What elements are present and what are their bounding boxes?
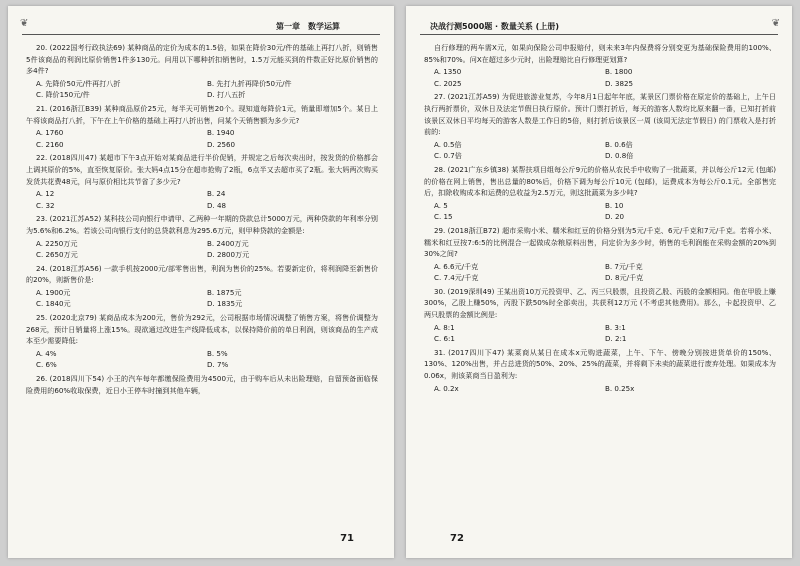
answer-option: D. 0.8倍	[605, 151, 634, 161]
answer-option: B. 2400万元	[207, 238, 249, 248]
answer-option: D. 2800万元	[207, 250, 250, 260]
question-text: 22. (2018四川47) 某超市下午3点开始对某商品进行半价促销，并规定之后每次卖出时，按发货的价格都会上调其原价的5%，直至恢复原价。张大妈4点15分在超市抢购了2瓶，6点半又去超市买了2瓶。张大妈两次购买发货共花费48元，问与原价相比共节省了多少元?	[26, 153, 378, 186]
answer-option: C. 32	[36, 200, 55, 210]
option-list	[26, 238, 378, 261]
answer-option: B. 1800	[605, 67, 633, 77]
option-list	[26, 78, 378, 101]
answer-option: B. 5%	[207, 348, 228, 358]
decorative-ornament-icon: ❦	[20, 18, 29, 29]
answer-option: C. 7.4元/千克	[434, 273, 479, 283]
option-list	[26, 348, 378, 371]
answer-option: D. 3825	[605, 78, 634, 88]
answer-option: B. 7元/千克	[605, 261, 643, 271]
question-text: 25. (2020北京79) 某商品成本为200元，售价为292元，公司根据市场情况调整了销售方案，将售价调整为268元，预计日销量将上涨15%。现欲通过改进生产线降低成本，以保持降价前的单日利润，则该商品的生产成本至少需要降低:	[26, 313, 378, 346]
question-text: 28. (2021广东乡镇38) 某帮扶项目组每公斤9元的价格从农民手中收购了一批蔬菜，并以每公斤12元 (包邮) 的价格在网上销售，售出总量的80%后，价格下调为每公斤10元 (包邮)，运费成本为每公斤0.1元。全部售完后，扣除收购成本和运费的总收益为2.5万元，则这批蔬菜为多少吨?	[424, 164, 776, 198]
answer-option: B. 3:1	[605, 322, 626, 332]
option-list	[26, 287, 378, 310]
answer-option: D. 20	[605, 212, 624, 222]
answer-option: A. 5	[434, 200, 448, 210]
question-list	[424, 42, 776, 396]
answer-option: A. 1350	[434, 67, 462, 77]
answer-option: D. 2560	[207, 139, 236, 149]
answer-option: D. 7%	[207, 360, 229, 370]
question-text: 29. (2018浙江B72) 超市采购小米、糯米和红豆的价格分别为5元/千克、6元/千克和7元/千克。若将小米、糯米和红豆按7:6:5的比例混合一起做成杂粮原料出售，问定价为多少时，销售的毛利润能在采购金额的20%到30%之间?	[424, 225, 776, 259]
answer-option: D. 8元/千克	[605, 273, 644, 283]
question-text: 21. (2016浙江B39) 某种商品原价25元，每半天可销售20个。现知道每降价1元，销量即增加5个。某日上午将该商品打八折，下午在上午价格的基础上再打八折出售，问某个天销售额为多少元?	[26, 103, 378, 125]
answer-option: C. 6:1	[434, 334, 455, 344]
answer-option: C. 2025	[434, 78, 462, 88]
chapter-title: 第一章 数学运算	[276, 22, 340, 31]
answer-option: B. 先打九折再降价50元/件	[207, 78, 292, 88]
answer-option: C. 2160	[36, 139, 64, 149]
answer-option: C. 6%	[36, 360, 57, 370]
answer-option: C. 降价150元/件	[36, 90, 90, 100]
answer-option: A. 1900元	[36, 287, 71, 297]
question-text: 31. (2017四川下47) 某菜商从某日在成本x元购进蔬菜，上午、下午、傍晚分别按进货单价的150%、130%、120%出售，并占总进货的50%、20%、25%的蔬菜，并将剩下未卖的蔬菜进行废弃处理。如果成本为0.06x，则该菜商当日盈利为:	[424, 347, 776, 381]
right-page	[406, 6, 792, 558]
question-text: 23. (2021江苏A52) 某科技公司向银行申请甲、乙两种一年期的贷款总计5000万元，两种贷款的年利率分别为5.6%和6.2%。若该公司向银行支付的总贷款利息为295.6万元，则甲种贷款的金额是:	[26, 214, 378, 235]
answer-option: C. 15	[434, 212, 453, 222]
option-list	[26, 188, 378, 211]
book-title: 决战行测5000题 · 数量关系 (上册)	[430, 22, 559, 31]
left-page	[8, 6, 394, 558]
answer-option: A. 0.5倍	[434, 139, 462, 149]
decorative-ornament-icon: ❦	[771, 18, 780, 29]
page-header	[22, 16, 380, 35]
answer-option: A. 6.6元/千克	[434, 261, 479, 271]
answer-option: D. 1835元	[207, 299, 243, 309]
answer-option: C. 1840元	[36, 299, 71, 309]
question-text: 24. (2018江苏A56) 一款手机按2000元/部零售出售，利润为售价的25%。若要新定价，将利润降至新售价的20%，则新售价是:	[26, 263, 378, 285]
question-text: 20. (2022国考行政执法69) 某种商品的定价为成本的1.5倍，如果在降价30元/件的基础上再打八折，则销售5件该商品的利润比原价销售1件多130元。问用以下哪种折扣销售时，1.5万元能买到的件数正好比原价销售的多4件?	[26, 43, 378, 76]
question-continuation: 自行修理的两车需X元，如果向保险公司申报赔付，则未来3年内保费将分别变更为基础保险费用的100%、85%和70%。问X在超过多少元时，出险理赔比自行修理更划算?	[424, 43, 776, 64]
answer-option: A. 4%	[36, 348, 57, 358]
question-list	[26, 42, 378, 397]
question-text: 30. (2019深圳49) 王某出资10万元投资甲、乙、丙三只股票，且投资乙股、丙股的金额相同。他在甲股上赚300%，乙股上赚50%，丙股下跌50%时全部卖出，共获利12万元 (不考虑其他费用)。那么，卡起投资甲、乙两只股票的金额比例是:	[424, 286, 776, 320]
answer-option: D. 打八五折	[207, 90, 246, 100]
question-text: 26. (2018四川下54) 小王的汽车每年都缴保险费用为4500元，由于购车后从未出险理赔，自留预备面临保险费用的60%收取保费，近日小王停车时撞到其他车辆，	[26, 374, 378, 395]
page-number: 71	[340, 533, 354, 544]
option-list	[26, 127, 378, 150]
answer-option: D. 2:1	[605, 334, 627, 344]
option-list	[424, 322, 776, 345]
answer-option: A. 先降价50元/件再打八折	[36, 78, 121, 88]
answer-option: B. 10	[605, 200, 624, 210]
option-list	[424, 200, 776, 223]
answer-option: A. 12	[36, 189, 55, 199]
answer-option: A. 8:1	[434, 322, 455, 332]
answer-option: A. 0.2x	[434, 383, 459, 393]
answer-option: B. 0.6倍	[605, 139, 633, 149]
option-list	[424, 66, 776, 89]
question-text: 27. (2021江苏A59) 为促进旅游业复苏，今年8月1日起年年底，某景区门票价格在原定价的基础上，上午日执行两折票价，双休日及法定节假日执行原价。预计门票打折后，每天的游客人数均比原来翻一番，已知打折前该景区双休日平均每天的游客人数是工作日的5倍，则打折后该景区一周 (该周无法定节假日) 的门票收入是打折前的:	[424, 92, 776, 137]
answer-option: A. 2250万元	[36, 238, 78, 248]
option-list	[424, 261, 776, 284]
answer-option: C. 2650万元	[36, 250, 78, 260]
option-list	[424, 139, 776, 162]
page-header	[420, 16, 778, 35]
answer-option: B. 1940	[207, 128, 235, 138]
answer-option: C. 0.7倍	[434, 151, 462, 161]
answer-option: D. 48	[207, 200, 226, 210]
option-list	[424, 383, 776, 395]
answer-option: B. 1875元	[207, 287, 242, 297]
answer-option: B. 0.25x	[605, 383, 635, 393]
page-number: 72	[450, 533, 464, 544]
answer-option: A. 1760	[36, 128, 64, 138]
answer-option: B. 24	[207, 189, 226, 199]
